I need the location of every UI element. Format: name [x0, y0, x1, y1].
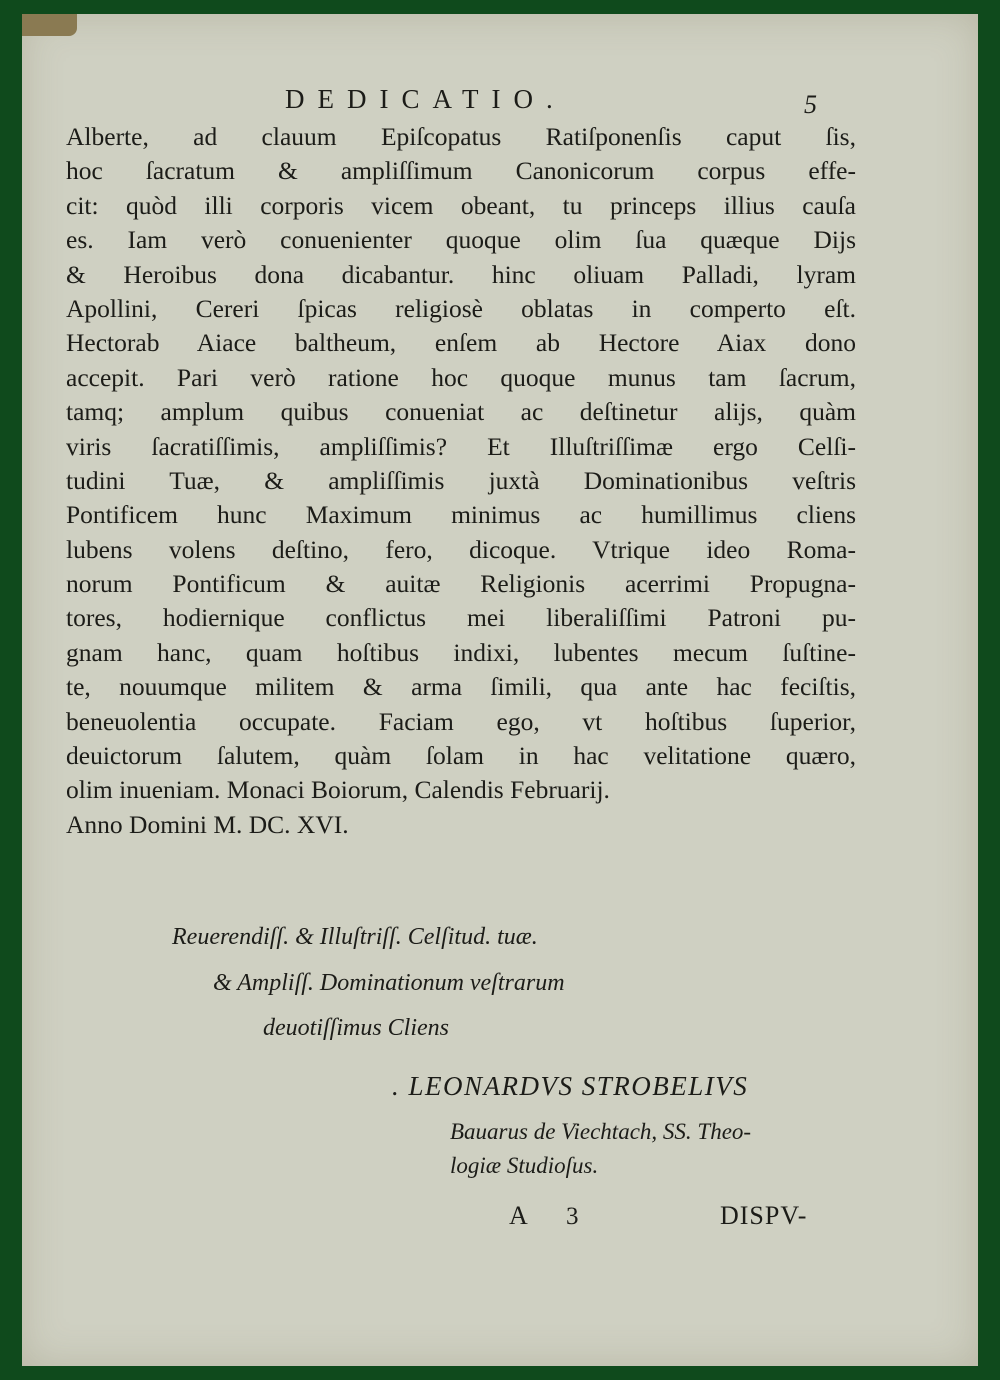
text-line: olim inueniam. Monaci Boiorum, Calendis Februarij.: [66, 775, 610, 805]
signature-number: 3: [566, 1203, 579, 1230]
text-line: deuictorum ſalutem, quàm ſolam in hac velitatione quæro,: [66, 741, 856, 771]
text-line: lubens volens deſtino, fero, dicoque. Vtrique ideo Roma-: [66, 534, 856, 564]
text-line: cit: quòd illi corporis vicem obeant, tu princeps illius cauſa: [66, 190, 856, 220]
text-line: beneuolentia occupate. Faciam ego, vt hoſtibus ſuperior,: [66, 706, 856, 736]
text-line: gnam hanc, quam hoſtibus indixi, lubentes mecum ſuſtine-: [66, 637, 856, 667]
author-name: . LEONARDVS STROBELIVS: [392, 1071, 749, 1101]
text-line: norum Pontificum & auitæ Religionis acerrimi Propugna-: [66, 569, 856, 599]
text-line: & Heroibus dona dicabantur. hinc oliuam Palladi, lyram: [66, 259, 856, 289]
catchword: DISPV-: [720, 1201, 808, 1230]
text-line: tamq; amplum quibus conueniat ac deſtinetur alijs, quàm: [66, 397, 856, 427]
page-corner-binding: [22, 14, 77, 36]
text-line: tudini Tuæ, & ampliſſimis juxtà Dominationibus veſtris: [66, 465, 856, 495]
dedication-body: [66, 120, 856, 842]
text-line: viris ſacratiſſimis, ampliſſimis? Et Illuſtriſſimæ ergo Celſi-: [66, 431, 856, 461]
text-line: hoc ſacratum & ampliſſimum Canonicorum corpus effe-: [66, 156, 856, 186]
book-page: [22, 14, 978, 1366]
author-origin-1: Bauarus de Viechtach, SS. Theo-: [450, 1119, 752, 1144]
text-line: Alberte, ad clauum Epiſcopatus Ratiſponenſis caput ſis,: [66, 122, 856, 151]
author-origin-2: logiæ Studioſus.: [450, 1153, 599, 1178]
text-line: Hectorab Aiace baltheum, enſem ab Hectore Aiax dono: [66, 328, 856, 358]
text-line: es. Iam verò conuenienter quoque olim ſua quæque Dijs: [66, 225, 856, 255]
text-line: Apollini, Cereri ſpicas religiosè oblatas in comperto eſt.: [66, 293, 856, 323]
signature-letter: A: [509, 1201, 528, 1230]
text-line: Pontificem hunc Maximum minimus ac humillimus cliens: [66, 500, 856, 530]
closing-line-2: & Ampliſſ. Dominationum veſtrarum: [213, 970, 565, 996]
running-header: DEDICATIO.: [285, 84, 566, 114]
closing-line-3: deuotiſſimus Cliens: [263, 1015, 449, 1041]
text-line: Anno Domini M. DC. XVI.: [66, 809, 349, 839]
folio-number: 5: [804, 90, 817, 119]
closing-line-1: Reuerendiſſ. & Illuſtriſſ. Celſitud. tuæ.: [172, 924, 538, 950]
text-line: te, nouumque militem & arma ſimili, qua ante hac feciſtis,: [66, 672, 856, 702]
text-line: accepit. Pari verò ratione hoc quoque munus tam ſacrum,: [66, 362, 856, 392]
text-line: tores, hodiernique conflictus mei liberaliſſimi Patroni pu-: [66, 603, 856, 633]
